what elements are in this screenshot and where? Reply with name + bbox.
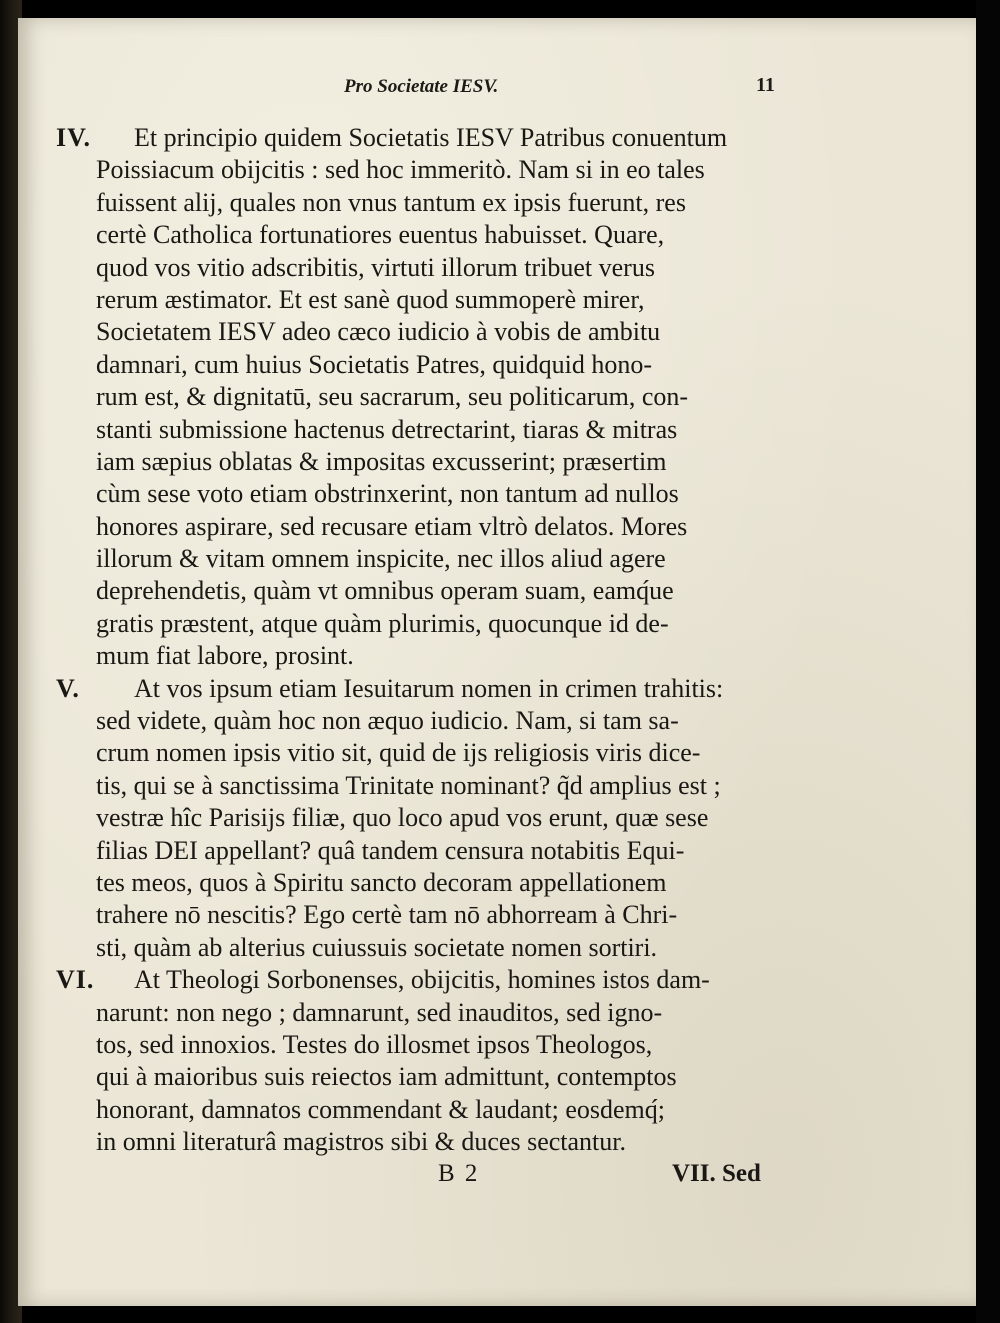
text-line <box>56 964 826 996</box>
line-text: tis, qui se à sanctissima Trinitate nominant? q̃d amplius est ; <box>96 770 721 800</box>
line-text: stanti submissione hactenus detrectarint, tiaras & mitras <box>96 414 678 444</box>
text-line <box>96 899 826 931</box>
text-line <box>96 705 826 737</box>
line-text: tes meos, quos à Spiritu sancto decoram appellationem <box>96 867 667 897</box>
text-line <box>96 835 826 867</box>
scan-border <box>976 0 1000 1323</box>
line-text: tos, sed innoxios. Testes do illosmet ipsos Theologos, <box>96 1029 653 1059</box>
line-text: rerum æstimator. Et est sanè quod summoperè mirer, <box>96 284 645 314</box>
text-line <box>96 997 826 1029</box>
text-line <box>96 543 826 575</box>
line-text: fuissent alij, quales non vnus tantum ex ipsis fuerunt, res <box>96 187 686 217</box>
page-footer <box>18 1156 976 1192</box>
text-line <box>96 511 826 543</box>
text-line <box>96 737 826 769</box>
line-text: qui à maioribus suis reiectos iam admittunt, contemptos <box>96 1062 677 1092</box>
line-text: damnari, cum huius Societatis Patres, quidquid hono- <box>96 349 653 379</box>
text-line <box>96 414 826 446</box>
line-text: crum nomen ipsis vitio sit, quid de ijs religiosis viris dice- <box>96 738 701 768</box>
line-text: trahere nō nescitis? Ego certè tam nō abhorream à Chri- <box>96 900 678 930</box>
text-line <box>96 1029 826 1061</box>
paragraph-numeral: VI. <box>56 965 95 995</box>
paragraph-numeral: V. <box>56 673 80 703</box>
line-text: iam sæpius oblatas & impositas excusserint; præsertim <box>96 446 667 476</box>
line-text: honores aspirare, sed recusare etiam vltrò delatos. Mores <box>96 511 688 541</box>
text-line <box>96 381 826 413</box>
line-text: in omni literaturâ magistros sibi & duces sectantur. <box>96 1127 627 1157</box>
book-page <box>18 18 976 1306</box>
text-line <box>96 187 826 219</box>
text-line <box>96 932 826 964</box>
line-text: At vos ipsum etiam Iesuitarum nomen in crimen trahitis: <box>134 673 724 703</box>
line-text: honorant, damnatos commendant & laudant; eosdemq́; <box>96 1094 665 1124</box>
line-text: sed videte, quàm hoc non æquo iudicio. Nam, si tam sa- <box>96 706 679 736</box>
line-text: Et principio quidem Societatis IESV Patribus conuentum <box>134 123 728 152</box>
text-line <box>56 122 826 154</box>
text-line <box>96 478 826 510</box>
text-line <box>96 640 826 672</box>
text-line <box>96 770 826 802</box>
line-text: illorum & vitam omnem inspicite, nec illos aliud agere <box>96 544 666 574</box>
line-text: filias DEI appellant? quâ tandem censura notabitis Equi- <box>96 835 685 865</box>
line-text: cùm sese voto etiam obstrinxerint, non tantum ad nullos <box>96 479 679 509</box>
line-text: certè Catholica fortunatiores euentus habuisset. Quare, <box>96 220 665 250</box>
signature-mark: B 2 <box>438 1160 480 1187</box>
line-text: mum fiat labore, prosint. <box>96 641 354 671</box>
text-line <box>96 154 826 186</box>
text-line <box>96 284 826 316</box>
text-line <box>96 252 826 284</box>
line-text: rum est, & dignitatū, seu sacrarum, seu politicarum, con- <box>96 382 689 412</box>
running-title: Pro Societate IESV. <box>344 76 499 97</box>
text-line <box>96 219 826 251</box>
line-text: Poissiacum obijcitis : sed hoc immeritò. Nam si in eo tales <box>96 155 705 185</box>
line-text: narunt: non nego ; damnarunt, sed inauditos, sed igno- <box>96 997 663 1027</box>
line-text: sti, quàm ab alterius cuiussuis societate nomen sortiri. <box>96 932 658 962</box>
text-line <box>96 1094 826 1126</box>
text-line <box>96 1126 826 1158</box>
line-text: gratis præstent, atque quàm plurimis, quocunque id de- <box>96 608 669 638</box>
text-line <box>96 446 826 478</box>
text-line <box>96 575 826 607</box>
text-line <box>96 316 826 348</box>
line-text: Societatem IESV adeo cæco iudicio à vobis de ambitu <box>96 317 661 347</box>
text-line <box>96 1061 826 1093</box>
text-line <box>96 608 826 640</box>
body-text <box>56 122 826 1159</box>
text-line <box>96 349 826 381</box>
folio-number: 11 <box>756 74 775 96</box>
line-text: deprehendetis, quàm vt omnibus operam suam, eamq́ue <box>96 576 674 606</box>
text-line <box>96 802 826 834</box>
line-text: quod vos vitio adscribitis, virtuti illorum tribuet verus <box>96 252 655 282</box>
text-line <box>56 673 826 705</box>
paragraph-numeral: IV. <box>56 123 92 152</box>
page-header <box>18 72 976 102</box>
text-line <box>96 867 826 899</box>
catchword: VII. Sed <box>672 1160 761 1187</box>
line-text: vestræ hîc Parisijs filiæ, quo loco apud vos erunt, quæ sese <box>96 803 709 833</box>
line-text: At Theologi Sorbonenses, obijcitis, homines istos dam- <box>134 965 710 995</box>
